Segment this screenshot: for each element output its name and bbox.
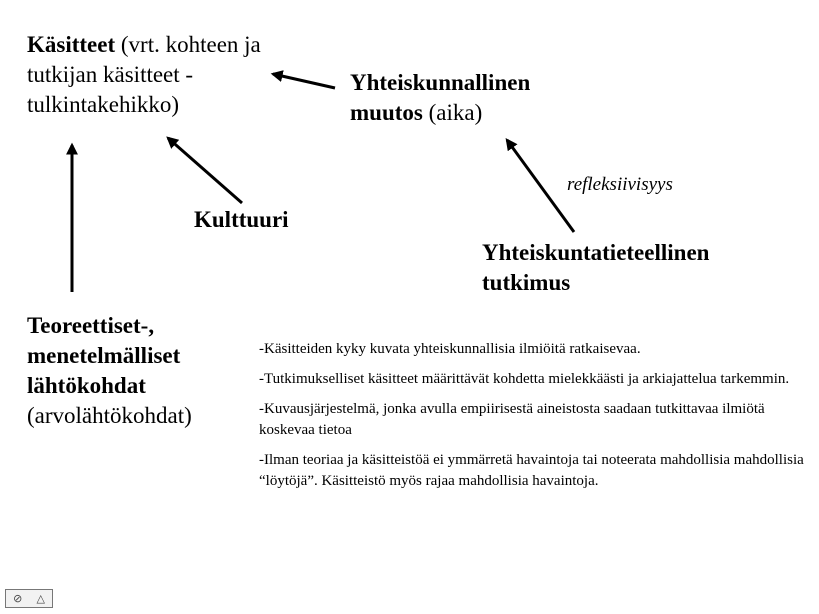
kasitteet-title: Käsitteet <box>27 32 116 57</box>
tutkimus-line2: tutkimus <box>482 270 571 295</box>
arrow-kulttuuri-to-kasitteet <box>168 138 242 203</box>
muutos-line1: Yhteiskunnallinen <box>350 70 531 95</box>
kasitteet-description: (vrt. kohteen ja tutkijan käsitteet - tulkintakehikko) <box>27 32 261 117</box>
bullet-item: -Ilman teoriaa ja käsitteistöä ei ymmärretä havaintoja tai noteerata mahdollisia mahdollisia “löytöjä”. Käsitteistö myös rajaa mahdollisia havaintoja. <box>259 452 804 489</box>
kulttuuri-node: Kulttuuri <box>194 207 289 232</box>
muutos-title: muutos <box>350 100 423 125</box>
lahtokohdat-node <box>27 311 287 431</box>
bullet-item: -Käsitteiden kyky kuvata yhteiskunnallisia ilmiöitä ratkaisevaa. <box>259 341 641 357</box>
arrow-tutkimus-to-muutos <box>507 140 574 232</box>
lahtokohdat-line3: lähtökohdat <box>27 373 146 398</box>
lahtokohdat-line1: Teoreettiset-, <box>27 313 155 338</box>
bullet-item: -Tutkimukselliset käsitteet määrittävät kohdetta mielekkäästi ja arkiajattelua tarkemmin. <box>259 371 790 387</box>
bullet-list <box>259 339 804 501</box>
muutos-node <box>350 68 590 128</box>
lahtokohdat-line2: menetelmälliset <box>27 343 181 368</box>
tutkimus-line1: Yhteiskuntatieteellinen <box>482 240 710 265</box>
lahtokohdat-line4: (arvolähtökohdat) <box>27 403 192 428</box>
bullet-item: -Kuvausjärjestelmä, jonka avulla empiirisestä aineistosta saadaan tutkittavaa ilmiötä koskevaa tietoa <box>259 401 765 438</box>
muutos-aika: (aika) <box>422 100 483 125</box>
tutkimus-node <box>482 238 772 298</box>
next-slide-icon[interactable]: △ <box>36 592 45 605</box>
reflexivity-label: refleksiivisyys <box>567 174 673 195</box>
slide-navigation <box>5 589 53 608</box>
kasitteet-node <box>27 30 297 120</box>
prev-slide-icon[interactable]: ⊘ <box>13 592 23 605</box>
